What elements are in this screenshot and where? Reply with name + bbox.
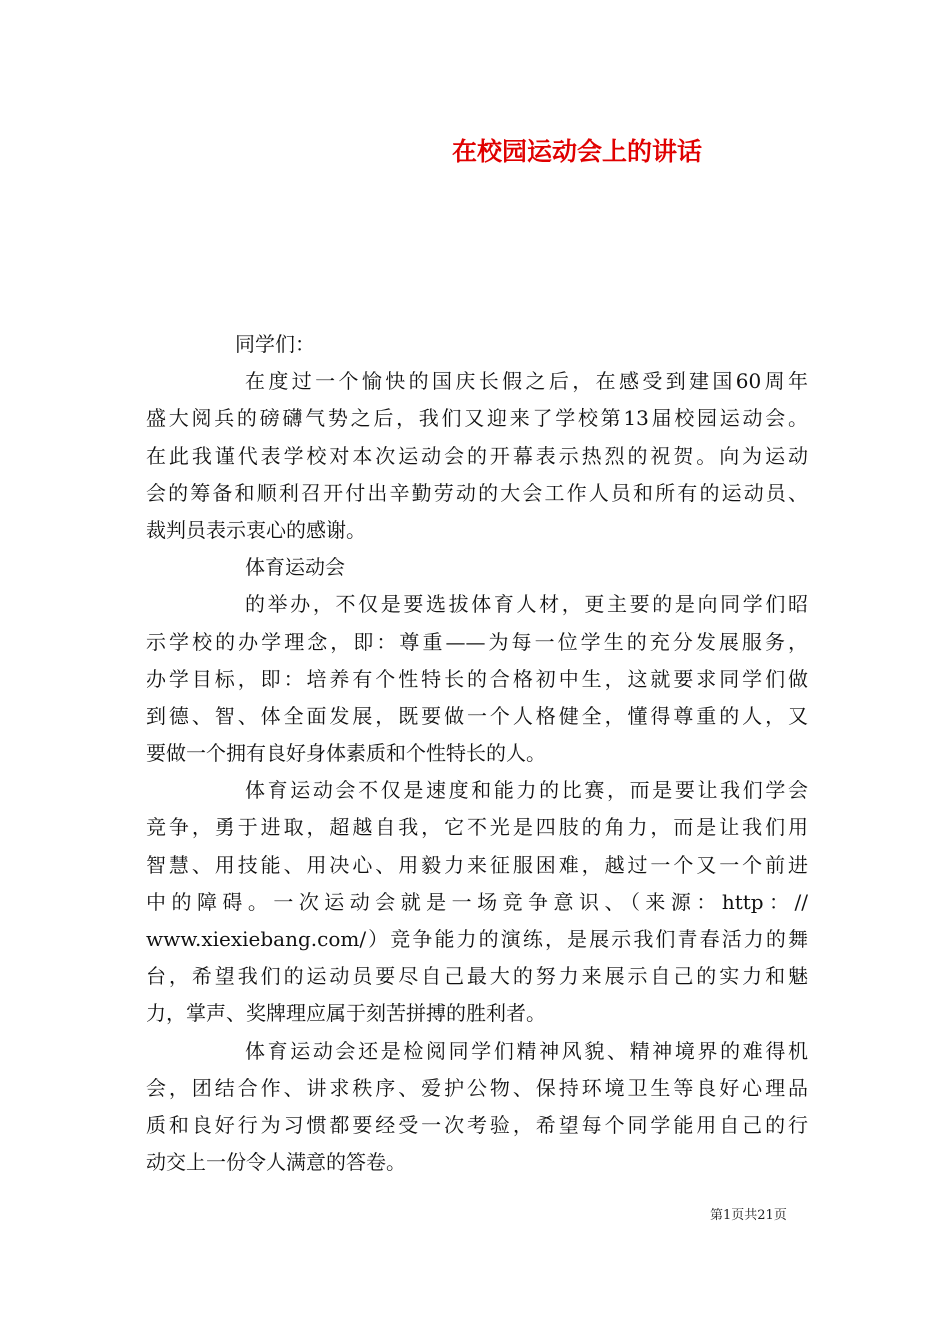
- text-line: 要做一个拥有良好身体素质和个性特长的人。: [146, 741, 546, 766]
- page-number: 第1页共21页: [710, 1208, 787, 1223]
- text-line: 到德、智、体全面发展，既要做一个人格健全，懂得尊重的人，又: [146, 703, 808, 728]
- text-line: 中的障碍。一次运动会就是一场竞争意识、（来源：http：//: [146, 889, 808, 914]
- text-line: 质和良好行为习惯都要经受一次考验，希望每个同学能用自己的行: [146, 1112, 808, 1137]
- text-line: 智慧、用技能、用决心、用毅力来征服困难，越过一个又一个前进: [146, 852, 808, 877]
- text-line: 力，掌声、奖牌理应属于刻苦拼搏的胜利者。: [146, 1001, 546, 1026]
- document-title: 在校园运动会上的讲话: [452, 137, 703, 166]
- text-line: 台，希望我们的运动员要尽自己最大的努力来展示自己的实力和魅: [146, 964, 808, 989]
- text-line: 裁判员表示衷心的感谢。: [146, 517, 366, 542]
- text-line: 体育运动会还是检阅同学们精神风貌、精神境界的难得机: [245, 1038, 808, 1063]
- text-line: 会，团结合作、讲求秩序、爱护公物、保持环境卫生等良好心理品: [146, 1075, 808, 1100]
- text-line: 竞争，勇于进取，超越自我，它不光是四肢的角力，而是让我们用: [146, 815, 808, 840]
- text-line: 会的筹备和顺利召开付出辛勤劳动的大会工作人员和所有的运动员、: [146, 480, 808, 505]
- text-line: 在此我谨代表学校对本次运动会的开幕表示热烈的祝贺。向为运动: [146, 443, 808, 468]
- text-line: 在度过一个愉快的国庆长假之后，在感受到建国60周年: [245, 369, 808, 394]
- salutation: 同学们：: [235, 332, 315, 356]
- text-line: www.xiexiebang.com/）竞争能力的演练，是展示我们青春活力的舞: [146, 927, 808, 951]
- text-line: 动交上一份令人满意的答卷。: [146, 1150, 406, 1175]
- text-line: 体育运动会不仅是速度和能力的比赛，而是要让我们学会: [245, 778, 808, 803]
- text-line: 体育运动会: [245, 555, 345, 580]
- text-line: 办学目标，即：培养有个性特长的合格初中生，这就要求同学们做: [146, 666, 808, 691]
- document-body: [146, 326, 808, 1181]
- text-line: 盛大阅兵的磅礴气势之后，我们又迎来了学校第13届校园运动会。: [146, 406, 808, 431]
- text-line: 示学校的办学理念，即：尊重——为每一位学生的充分发展服务，: [146, 629, 808, 654]
- text-line: 的举办，不仅是要选拔体育人材，更主要的是向同学们昭: [245, 592, 808, 617]
